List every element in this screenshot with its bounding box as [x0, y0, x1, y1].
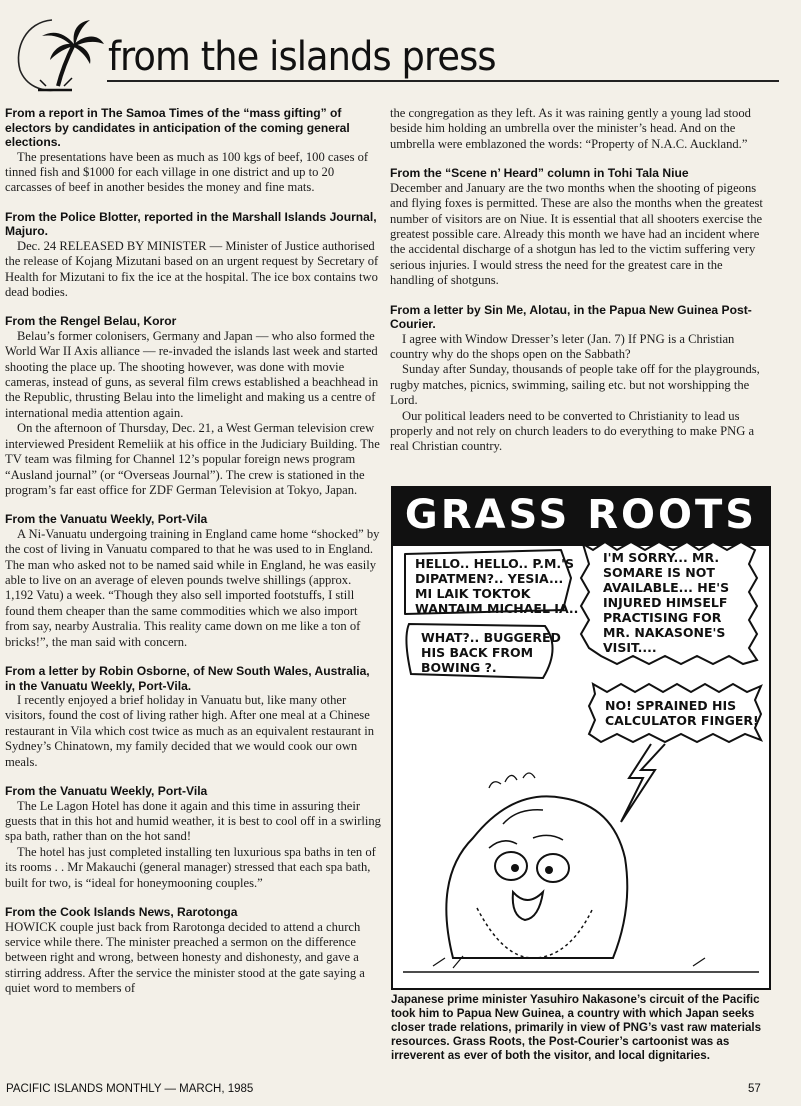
speech-bubble-caller — [415, 556, 578, 616]
article-paragraph: Our political leaders need to be converted to Christianity to lead us properly and not rely on church leaders to do everything to make PNG a real Christian country. — [390, 408, 755, 454]
article-paragraph: The hotel has just completed installing ten luxurious spa baths in ten of its rooms . . Mr Makauchi (general manager) stressed that each spa bath, built for two, is “ideal for honeymooning couples.” — [5, 844, 376, 890]
article-samoa-times — [5, 106, 382, 196]
article-heading: From a letter by Robin Osborne, of New South Wales, Australia, in the Vanuatu Weekly, Port-Vila. — [5, 664, 370, 693]
bubble-line: MI LAIK TOKTOK — [415, 586, 531, 601]
article-heading: From the Rengel Belau, Koror — [5, 314, 177, 329]
bubble-line: PRACTISING FOR — [603, 610, 722, 625]
masthead — [12, 14, 777, 94]
article-paragraph: HOWICK couple just back from Rarotonga decided to attend a church service while there. The minister preached a sermon on the difference between right and wrong, between honesty and dishonesty, and gave a stirring address. After the service the minister stood at the gate saying a quiet word to members of — [5, 919, 365, 996]
article-paragraph: The Le Lagon Hotel has done it again and this time in assuring their guests that in this hot and humid weather, it is best to cool off in a swirling spa bath, rather than on the hot sand! — [5, 798, 381, 844]
bubble-line: DIPATMEN?.. YESIA... — [415, 571, 564, 586]
palm-tree-icon — [12, 14, 108, 94]
article-paragraph: I recently enjoyed a brief holiday in Vanuatu but, like many other visitors, found the cost of living rather high. After one meal at a Chinese restaurant in Vila which cost twice as much as an equivalent restaurant in Sydney’s Chinatown, my family decided that we would cook our own meals. — [5, 693, 375, 769]
bubble-line: WANTAIM MICHAEL IA.. — [415, 601, 579, 616]
article-paragraph: Sunday after Sunday, thousands of people take off for the playgrounds, rugby matches, picnics, swimming, sailing etc. but not worshipping the Lord. — [390, 362, 760, 408]
article-heading: From the Cook Islands News, Rarotonga — [5, 905, 238, 920]
bubble-line: HELLO.. HELLO.. P.M.'S — [415, 556, 575, 571]
article-paragraph: A Ni-Vanuatu undergoing training in England came home “shocked” by the cost of living in Vanuatu compared to that he was used to in England. The man who asked not to be named said while in England, he was easily able to live on an average of eleven pounds twelve shillings (approx. 1,192 Vatu) a week. “Though they also sell imported footstuffs, I still found them cheaper than the same commodities which we also import from say, nearby Australia. This reality came down on me like a ton of bricks!”, the man said with concern. — [5, 526, 380, 649]
bubble-line: AVAILABLE... HE'S — [603, 580, 730, 595]
article-paragraph: Dec. 24 RELEASED BY MINISTER — Minister of Justice authorised the release of Kojang Mizutani based on an urgent request by Secretary of Health for Mizutani to fix the ice at the hospital. The ice box contains two dead bodies. — [5, 238, 379, 299]
masthead-rule — [107, 80, 779, 82]
article-vanuatu-weekly-2 — [5, 784, 382, 891]
article-heading: From the Vanuatu Weekly, Port-Vila — [5, 784, 208, 799]
left-column — [5, 106, 382, 1011]
right-column — [390, 106, 767, 469]
bubble-line: MR. NAKASONE'S — [603, 625, 726, 640]
bubble-line: VISIT.... — [603, 640, 657, 655]
article-post-courier-letter — [390, 303, 767, 455]
article-heading: From the Police Blotter, reported in the Marshall Islands Journal, Majuro. — [5, 209, 377, 239]
page-title: from the islands press — [108, 34, 496, 80]
bubble-line: BOWING ?. — [421, 660, 497, 675]
bubble-line: SOMARE IS NOT — [603, 565, 715, 580]
article-heading: From a letter by Sin Me, Alotau, in the Papua New Guinea Post-Courier. — [390, 302, 752, 332]
speech-bubble-punchline — [605, 698, 759, 728]
article-paragraph: The presentations have been as much as 100 kgs of beef, 100 cases of tinned fish and $1000 for each village in one district and up to 20 carcasses of beef in another besides the money and fine mats. — [5, 149, 369, 195]
bubble-line: CALCULATOR FINGER! — [605, 713, 759, 728]
page-number: 57 — [748, 1083, 761, 1095]
article-heading: From the Vanuatu Weekly, Port-Vila — [5, 512, 208, 527]
article-heading: From a report in The Samoa Times of the “mass gifting” of electors by candidates in anticipation of the coming general elections. — [5, 106, 350, 149]
bubble-line: WHAT?.. BUGGERED — [421, 630, 561, 645]
article-paragraph: I agree with Window Dresser’s leter (Jan. 7) If PNG is a Christian country why do the shops open on the Sabbath? — [390, 331, 735, 361]
comic-title: GRASS ROOTS — [404, 492, 758, 538]
article-robin-osborne — [5, 664, 382, 770]
bubble-line: HIS BACK FROM — [421, 645, 534, 660]
comic-caption: Japanese prime minister Yasuhiro Nakasone’s circuit of the Pacific took him to Papua New Guinea, a country with which Japan seeks closer trade relations, primarily in view of PNG’s vast raw materials resources. Grass Roots, the Post-Courier’s cartoonist was as irreverent as ever of both the visitor, and local dignitaries. — [391, 993, 762, 1062]
speech-bubble-question — [421, 630, 561, 675]
speech-bubble-phone-reply — [603, 550, 729, 655]
article-tohi-tala-niue — [390, 166, 767, 288]
publication-footer: PACIFIC ISLANDS MONTHLY — MARCH, 1985 — [6, 1083, 254, 1095]
article-police-blotter — [5, 210, 382, 301]
article-paragraph: December and January are the two months when the shooting of pigeons and flying foxes is permitted. These are also the months when the greatest number of visitors are on Niue. It is essential that all shooters exercise the greatest possible care. Already this month we have had an incident where the accidental discharge of a shotgun has led to the victim suffering very serious injuries. I would stress the need for the greatest care in the handling of shotguns. — [390, 180, 763, 288]
comic-panel — [391, 486, 771, 990]
article-cook-islands-news — [5, 905, 382, 997]
article-continued — [390, 106, 767, 152]
article-vanuatu-weekly-1 — [5, 512, 382, 650]
bubble-line: I'M SORRY... MR. — [603, 550, 720, 565]
article-heading: From the “Scene n’ Heard” column in Tohi Tala Niue — [390, 166, 689, 181]
article-rengel-belau — [5, 314, 382, 498]
article-paragraph: Belau’s former colonisers, Germany and Japan — who also formed the World War II Axis alliance — re-invaded the islands last week and started shooting the place up. The shooting however, was done with movie cameras, instead of guns, as several film crews established a beachhead in the Republic, thrusting Belau into the limelight and making us a centre of international media attention again. — [5, 328, 379, 420]
bubble-line: NO! SPRAINED HIS — [605, 698, 737, 713]
bubble-line: INJURED HIMSELF — [603, 595, 728, 610]
article-paragraph: On the afternoon of Thursday, Dec. 21, a West German television crew interviewed President Remeliik at his office in the Judiciary Building. The TV team was filming for Channel 12’s popular foreign news program “Ausland journal” (or “Overseas Journal”). The crew is stationed in the program’s far east office for ZDF German Television at Tokyo, Japan. — [5, 421, 380, 497]
article-paragraph: the congregation as they left. As it was raining gently a young lad stood beside him holding an umbrella over the minister’s head. And on the umbrella were emblazoned the words: “Property of N.A.C. Auckland.” — [390, 106, 751, 151]
